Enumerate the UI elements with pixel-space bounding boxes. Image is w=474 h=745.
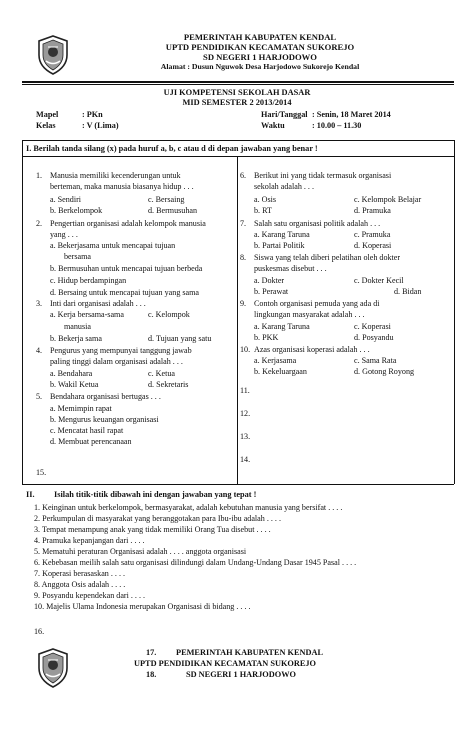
letterhead xyxy=(60,32,460,72)
fill-item-9[interactable]: 9. Posyandu kependekan dari . . . . xyxy=(34,591,146,600)
footer-number-18: 18. xyxy=(146,670,157,679)
option-d[interactable]: d. Bidan xyxy=(394,287,422,296)
tanggal-label: Hari/Tanggal xyxy=(261,110,308,119)
option-c[interactable]: c. Mencatat hasil rapat xyxy=(50,426,124,435)
question-text: paling tinggi dalam organisasi adalah . . . xyxy=(50,357,183,366)
option-c[interactable]: c. Bersaing xyxy=(148,195,185,204)
fill-item-1[interactable]: 1. Keinginan untuk berkelompok, bermasyarakat, adalah kebutuhan manusia yang bersifat . . . . xyxy=(34,503,343,512)
question-number: 4. xyxy=(36,346,43,355)
exam-title-2: MID SEMESTER 2 2013/2014 xyxy=(182,97,292,107)
question-number: 2. xyxy=(36,219,43,228)
question-11-number: 11. xyxy=(240,386,250,395)
fill-item-2[interactable]: 2. Perkumpulan di masyarakat yang beranggotakan para Ibu-ibu adalah . . . . xyxy=(34,514,282,523)
fill-item-4[interactable]: 4. Pramuka kepanjangan dari . . . . xyxy=(34,536,145,545)
question-text: Pengertian organisasi adalah kelompok manusia xyxy=(50,219,206,228)
question-text: lingkungan masyarakat adalah . . . xyxy=(254,310,365,319)
question-number: 9. xyxy=(240,299,247,308)
option-d[interactable]: d. Posyandu xyxy=(354,333,394,342)
mapel-value: : PKn xyxy=(82,110,103,119)
option-b[interactable]: b. Kekeluargaan xyxy=(254,367,307,376)
option-a[interactable]: a. Kerja bersama-sama xyxy=(50,310,124,319)
question-text: Contoh organisasi pemuda yang ada di xyxy=(254,299,380,308)
option-a[interactable]: a. Kerjasama xyxy=(254,356,297,365)
letterhead-address: Alamat : Dusun Nguwok Desa Harjodowo Sukorejo Kendal xyxy=(160,62,360,72)
section1-column-divider xyxy=(237,156,238,484)
question-15-number: 15. xyxy=(36,468,47,477)
footer-line2: UPTD PENDIDIKAN KECAMATAN SUKOREJO xyxy=(134,659,317,668)
question-10 xyxy=(240,345,452,356)
option-a-cont: bersama xyxy=(64,252,91,261)
question-3 xyxy=(36,299,236,310)
letterhead-line3: SD NEGERI 1 HARJODOWO xyxy=(203,52,317,63)
section1-instruction: I. Berilah tanda silang (x) pada huruf a, b, c atau d di depan jawaban yang benar ! xyxy=(26,144,318,153)
question-number: 10. xyxy=(240,345,251,354)
option-c[interactable]: c. Koperasi xyxy=(354,322,391,331)
option-c[interactable]: c. Kelompok xyxy=(148,310,190,319)
option-d[interactable]: d. Gotong Royong xyxy=(354,367,415,376)
footer-number-17: 17. xyxy=(146,648,157,657)
fill-item-7[interactable]: 7. Koperasi berasaskan . . . . xyxy=(34,569,126,578)
option-b[interactable]: b. Perawat xyxy=(254,287,289,296)
option-b[interactable]: b. Bekerja sama xyxy=(50,334,102,343)
option-a[interactable]: a. Memimpin rapat xyxy=(50,404,112,413)
section1-top-rule xyxy=(22,140,454,141)
kelas-label: Kelas xyxy=(36,121,56,130)
option-b[interactable]: b. Bermusuhan untuk mencapai tujuan berbeda xyxy=(50,264,203,273)
question-5 xyxy=(36,392,236,403)
question-4 xyxy=(36,346,236,368)
fill-item-6[interactable]: 6. Kebebasan meilih salah satu organisasi dilindungi dalam Undang-Undang Dasar 1945 Pasal . . . . xyxy=(34,558,357,567)
question-13-number: 13. xyxy=(240,432,251,441)
question-number: 3. xyxy=(36,299,43,308)
question-text: Bendahara organisasi bertugas . . . xyxy=(50,392,161,401)
question-number: 6. xyxy=(240,171,247,180)
option-d[interactable]: d. Bermusuhan xyxy=(148,206,198,215)
question-14-number: 14. xyxy=(240,455,251,464)
option-d[interactable]: d. Bersaing untuk mencapai tujuan yang sama xyxy=(50,288,200,297)
question-text: Azas organisasi koperasi adalah . . . xyxy=(254,345,370,354)
section2-instruction: Isilah titik-titik dibawah ini dengan jawaban yang tepat ! xyxy=(54,490,257,499)
option-d[interactable]: d. Koperasi xyxy=(354,241,392,250)
question-number: 7. xyxy=(240,219,247,228)
kelas-value: : V (Lima) xyxy=(82,121,119,130)
question-text: yang . . . xyxy=(50,230,78,239)
question-text: sekolah adalah . . . xyxy=(254,182,315,191)
fill-item-5[interactable]: 5. Mematuhi peraturan Organisasi adalah . . . . anggota organisasi xyxy=(34,547,247,556)
question-number: 1. xyxy=(36,171,43,180)
option-a-cont: manusia xyxy=(64,322,91,331)
question-1 xyxy=(36,171,236,193)
footer-line1: PEMERINTAH KABUPATEN KENDAL xyxy=(176,648,324,657)
option-d[interactable]: d. Tujuan yang satu xyxy=(148,334,212,343)
fill-item-10[interactable]: 10. Majelis Ulama Indonesia merupakan Organisasi di bidang . . . . xyxy=(34,602,251,611)
question-text: Pengurus yang mempunyai tanggung jawab xyxy=(50,346,192,355)
section1-bottom-rule xyxy=(22,484,454,485)
option-b[interactable]: b. PKK xyxy=(254,333,279,342)
option-a[interactable]: a. Sendiri xyxy=(50,195,82,204)
question-text: Siswa yang telah diberi pelatihan oleh dokter xyxy=(254,253,401,262)
question-6 xyxy=(240,171,452,193)
option-a[interactable]: a. Bekerjasama untuk mencapai tujuan xyxy=(50,241,176,250)
option-c[interactable]: c. Ketua xyxy=(148,369,175,378)
mapel-label: Mapel xyxy=(36,110,59,119)
option-c[interactable]: c. Dokter Kecil xyxy=(354,276,404,285)
question-16-number: 16. xyxy=(34,627,45,636)
option-c[interactable]: c. Sama Rata xyxy=(354,356,397,365)
section1-left-border xyxy=(22,140,23,484)
option-c[interactable]: c. Kelompok Belajar xyxy=(354,195,422,204)
option-a[interactable]: a. Osis xyxy=(254,195,277,204)
regency-emblem-icon xyxy=(36,648,70,688)
exam-title xyxy=(0,88,474,107)
letterhead-rule xyxy=(22,81,454,83)
footer-line3: SD NEGERI 1 HARJODOWO xyxy=(186,670,296,679)
section1-right-border xyxy=(454,140,455,484)
section2-number: II. xyxy=(26,490,35,499)
exam-meta xyxy=(0,110,474,134)
option-c[interactable]: c. Pramuka xyxy=(354,230,391,239)
question-2 xyxy=(36,219,236,241)
question-7 xyxy=(240,219,452,230)
option-b[interactable]: b. Wakil Ketua xyxy=(50,380,99,389)
question-number: 8. xyxy=(240,253,247,262)
option-d[interactable]: d. Membuat perencanaan xyxy=(50,437,132,446)
waktu-label: Waktu xyxy=(261,121,285,130)
option-a[interactable]: a. Karang Taruna xyxy=(254,230,310,239)
option-b[interactable]: b. Berkelompok xyxy=(50,206,103,215)
question-12-number: 12. xyxy=(240,409,251,418)
exam-title-1: UJI KOMPETENSI SEKOLAH DASAR xyxy=(163,88,311,97)
letterhead-rule-thin xyxy=(22,84,454,85)
question-text: Inti dari organisasi adalah . . . xyxy=(50,299,146,308)
option-d[interactable]: d. Sekretaris xyxy=(148,380,189,389)
question-number: 5. xyxy=(36,392,43,401)
tanggal-value: : Senin, 18 Maret 2014 xyxy=(312,110,391,119)
letterhead-line1: PEMERINTAH KABUPATEN KENDAL xyxy=(183,32,337,42)
option-b[interactable]: b. RT xyxy=(254,206,272,215)
letterhead-line2: UPTD PENDIDIKAN KECAMATAN SUKOREJO xyxy=(165,42,355,53)
question-8 xyxy=(240,253,452,275)
question-text: Berikut ini yang tidak termasuk organisasi xyxy=(254,171,392,180)
option-a[interactable]: a. Dokter xyxy=(254,276,285,285)
option-c[interactable]: c. Hidup berdampingan xyxy=(50,276,127,285)
question-text: berteman, maka manusia biasanya hidup . . . xyxy=(50,182,194,191)
fill-item-8[interactable]: 8. Anggota Osis adalah . . . . xyxy=(34,580,126,589)
option-a[interactable]: a. Karang Taruna xyxy=(254,322,310,331)
question-9 xyxy=(240,299,452,321)
section1-header-rule xyxy=(22,156,454,157)
question-text: puskesmas disebut . . . xyxy=(254,264,327,273)
option-b[interactable]: b. Mengurus keuangan organisasi xyxy=(50,415,159,424)
question-text: Salah satu organisasi politik adalah . . . xyxy=(254,219,381,228)
option-d[interactable]: d. Pramuka xyxy=(354,206,391,215)
fill-item-3[interactable]: 3. Tempat menampung anak yang tidak memiliki Orang Tua disebut . . . . xyxy=(34,525,271,534)
option-b[interactable]: b. Partai Politik xyxy=(254,241,305,250)
question-text: Manusia memiliki kecenderungan untuk xyxy=(50,171,181,180)
option-a[interactable]: a. Bendahara xyxy=(50,369,93,378)
waktu-value: : 10.00 – 11.30 xyxy=(312,121,362,130)
